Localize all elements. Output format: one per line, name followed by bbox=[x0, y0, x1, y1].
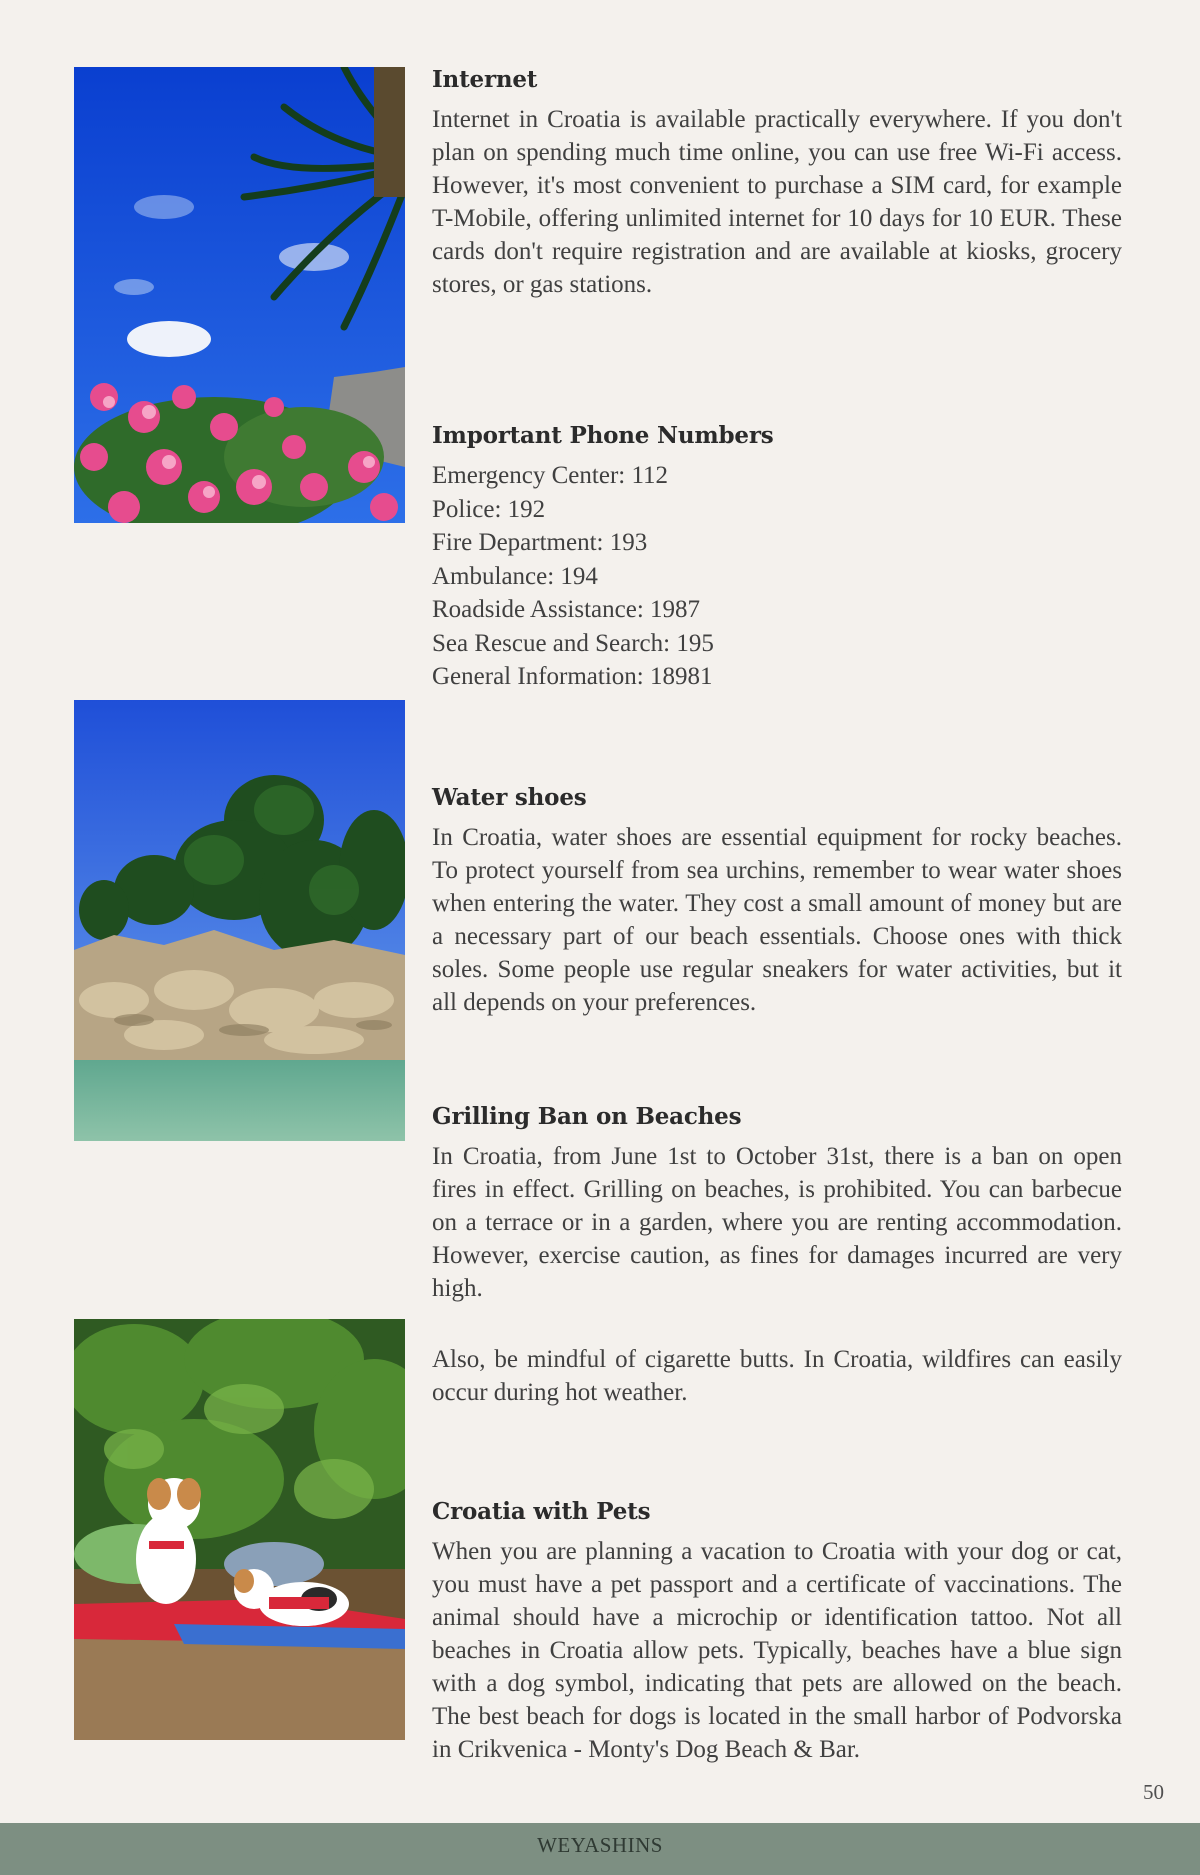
phone-number-list bbox=[432, 459, 1122, 694]
page-number: 50 bbox=[1143, 1780, 1164, 1804]
footer-brand: WEYASHINS bbox=[537, 1833, 663, 1857]
water-shoes-text: In Croatia, water shoes are essential equipment for rocky beaches. To protect yourself from sea urchins, remember to wear water shoes when entering the water. They cost a small amount of money but are a necessary part of our beach essentials. Choose ones with thick soles. Some people use regular sneakers for water activities, but it all depends on your preferences. bbox=[432, 824, 1122, 1016]
photo-dogs-beach bbox=[74, 1319, 405, 1740]
photo-rocky-coast bbox=[74, 700, 405, 1141]
cigarette-note-text: Also, be mindful of cigarette butts. In Croatia, wildfires can easily occur during hot weather. bbox=[432, 1346, 1122, 1406]
heading-grilling-ban: Grilling Ban on Beaches bbox=[432, 1103, 742, 1130]
section-pets bbox=[432, 1498, 1122, 1766]
phone-number-item: General Information: 18981 bbox=[432, 663, 713, 690]
pets-text: When you are planning a vacation to Croatia with your dog or cat, you must have a pet passport and a certificate of vaccinations. The animal should have a microchip or identification tattoo. Not all beaches in Croatia allow pets. Typically, beaches have a blue sign with a dog symbol, indicating that pets are allowed on the beach. The best beach for dogs is located in the small harbor of Podvorska in Crikvenica - Monty's Dog Beach & Bar. bbox=[432, 1538, 1122, 1763]
heading-phone-numbers: Important Phone Numbers bbox=[432, 422, 774, 449]
section-phone-numbers bbox=[432, 422, 1122, 694]
photo-palm-oleander bbox=[74, 67, 405, 523]
footer-bar bbox=[0, 1823, 1200, 1875]
phone-number-item: Roadside Assistance: 1987 bbox=[432, 596, 701, 623]
internet-text: Internet in Croatia is available practically everywhere. If you don't plan on spending much time online, you can use free Wi-Fi access. However, it's most convenient to purchase a SIM card, for example T-Mobile, offering unlimited internet for 10 days for 10 EUR. These cards don't require registration and are available at kiosks, grocery stores, or gas stations. bbox=[432, 106, 1122, 298]
heading-pets: Croatia with Pets bbox=[432, 1498, 651, 1525]
section-water-shoes bbox=[432, 784, 1122, 1019]
phone-number-item: Police: 192 bbox=[432, 495, 546, 523]
heading-internet: Internet bbox=[432, 66, 538, 93]
section-grilling-ban bbox=[432, 1103, 1122, 1305]
section-cigarette-note bbox=[432, 1343, 1122, 1409]
heading-water-shoes: Water shoes bbox=[432, 784, 587, 811]
phone-number-item: Sea Rescue and Search: 195 bbox=[432, 629, 714, 657]
grilling-ban-text: In Croatia, from June 1st to October 31st, there is a ban on open fires in effect. Grilling on beaches, is prohibited. You can barbecue on a terrace or in a garden, where you are renting accommodation. However, exercise caution, as fines for damages incurred are very high. bbox=[432, 1143, 1122, 1302]
section-internet bbox=[432, 66, 1122, 301]
phone-number-item: Emergency Center: 112 bbox=[432, 462, 669, 489]
phone-number-item: Ambulance: 194 bbox=[432, 562, 598, 590]
phone-number-item: Fire Department: 193 bbox=[432, 529, 648, 556]
